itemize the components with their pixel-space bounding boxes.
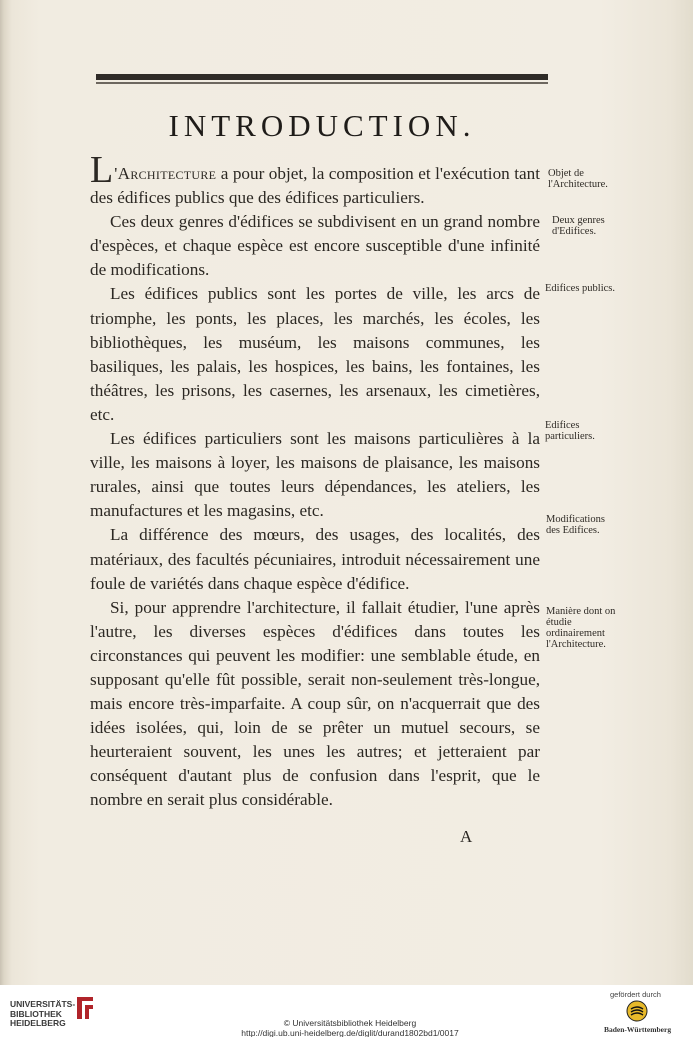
source-url[interactable]: http://digi.ub.uni-heidelberg.de/diglit/durand1802bd1/0017 xyxy=(241,1028,459,1037)
library-logo-text xyxy=(10,1000,75,1029)
copyright-notice: © Universitätsbibliothek Heidelberg xyxy=(283,1018,417,1028)
library-name-line-3: HEIDELBERG xyxy=(10,1018,66,1028)
signature-mark: A xyxy=(460,827,473,846)
library-name-line-1: UNIVERSITÄTS- xyxy=(10,999,76,1009)
baden-wuerttemberg-seal-icon xyxy=(626,1000,648,1022)
paragraph-3: Les édifices publics sont les portes de ville, les arcs de triomphe, les ponts, les places, les marchés, les écoles, les bibliothèques, les muséum, les maisons communes, les basiliques, les palais, les hospices, les bains, les fontaines, les théâtres, les prisons, les casernes, les arsenaux, les cimetières, etc. xyxy=(90,284,540,424)
margin-note-1: Objet de l'Architecture. xyxy=(548,168,608,190)
library-name-line-2: BIBLIOTHEK xyxy=(10,1008,62,1019)
margin-note-4: Edifices particuliers. xyxy=(545,420,595,442)
body-text xyxy=(90,149,540,813)
sponsor-name: Baden-Württemberg xyxy=(604,1025,672,1034)
library-logo-icon xyxy=(75,995,95,1021)
funded-by-label: gefördert durch xyxy=(610,990,661,999)
paragraph-5: La différence des mœurs, des usages, des localités, des matériaux, des facultés pécuniaires, introduit nécessairement une foule de variétés dans chaque espèce d'édifice. xyxy=(90,525,540,593)
margin-note-6: Manière dont on étudie ordinairement l'Architecture. xyxy=(546,606,616,650)
paragraph-1-text: a pour objet, la composition et l'exécution tant des édifices publics que des édifices particuliers. xyxy=(90,164,540,208)
paragraph-2: Ces deux genres d'édifices se subdivisent en un grand nombre d'espèces, et chaque espèce est encore susceptible d'une infinité de modifications. xyxy=(90,212,540,280)
page-title: INTRODUCTION. xyxy=(168,108,476,143)
header-rule-thick xyxy=(96,74,548,80)
drop-cap: L xyxy=(90,149,114,191)
margin-note-5: Modifications des Edifices. xyxy=(546,514,605,536)
paragraph-1 xyxy=(90,149,540,210)
header-rule-thin xyxy=(96,82,548,84)
margin-note-3: Edifices publics. xyxy=(545,283,615,294)
margin-note-2: Deux genres d'Edifices. xyxy=(552,215,605,237)
paragraph-1-smallcaps: 'Architecture xyxy=(114,164,217,183)
paragraph-6: Si, pour apprendre l'architecture, il fallait étudier, l'une après l'autre, les diverses espèces d'édifices dans toutes les circonstances qui peuvent les modifier: une semblable étude, en supposant qu'elle fût possible, serait non-seulement très-longue, mais encore très-imparfaite. A coup sûr, on n'acquerrait que des idées isolées, qui, loin de se prêter un mutuel secours, se heurteraient souvent, les unes les autres; et jetteraient par conséquent d'autant plus de confusion dans l'esprit, que le nombre en serait plus considérable. xyxy=(90,597,540,810)
paragraph-4: Les édifices particuliers sont les maisons particulières à la ville, les maisons à loyer, les maisons de plaisance, les maisons rurales, ainsi que toutes leurs dépendances, les ateliers, les manufactures et les magasins, etc. xyxy=(90,429,540,521)
